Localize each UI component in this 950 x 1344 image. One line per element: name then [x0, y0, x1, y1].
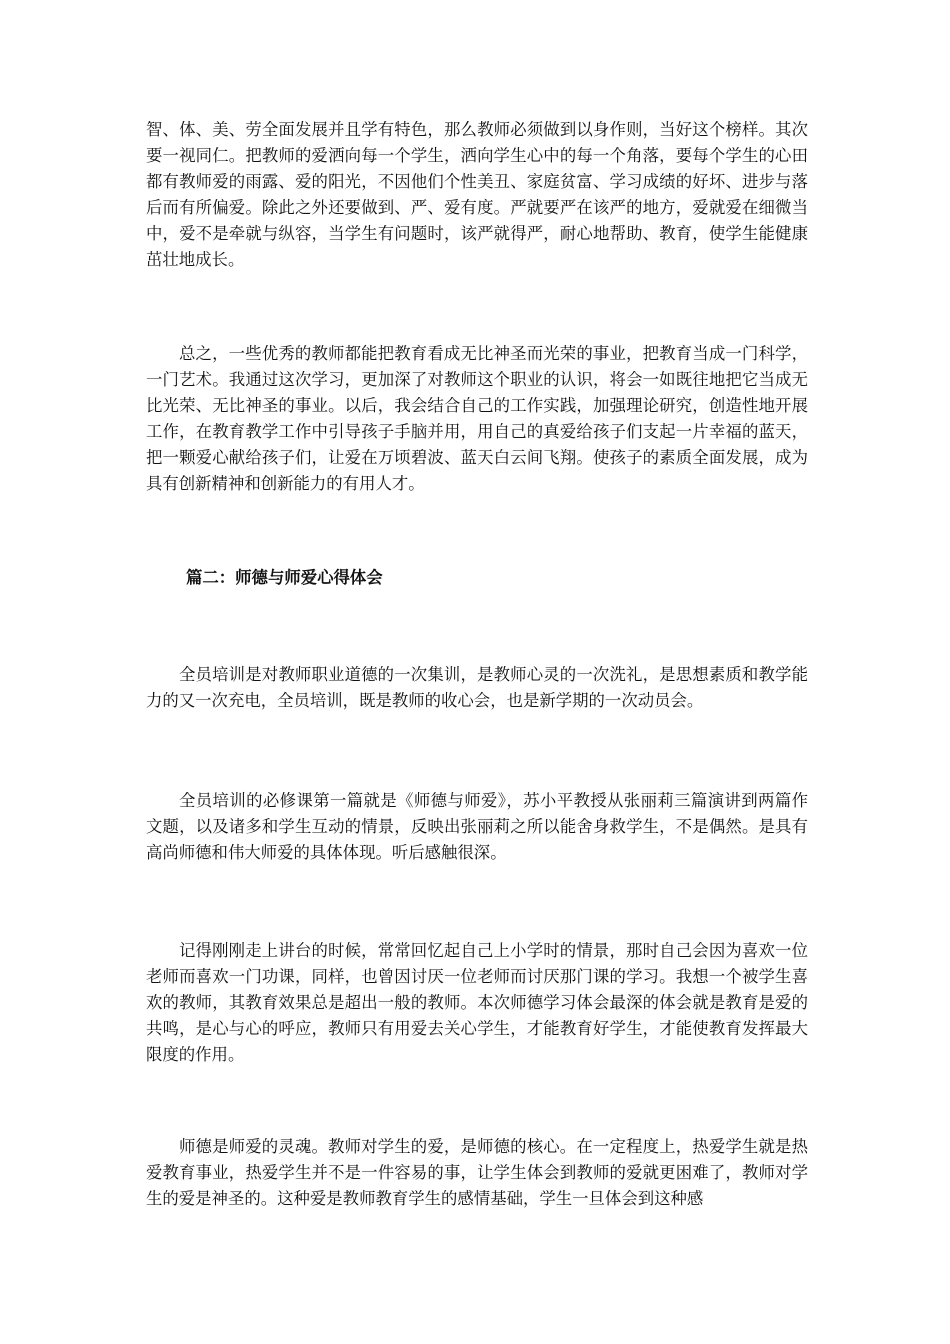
paragraph-training-intro: 全员培训是对教师职业道德的一次集训，是教师心灵的一次洗礼，是思想素质和教学能力的又一次充电，全员培训，既是教师的收心会，也是新学期的一次动员会。 — [146, 665, 808, 710]
paragraph-personal-reflection: 记得刚刚走上讲台的时候，常常回忆起自己上小学时的情景，那时自己会因为喜欢一位老师而喜欢一门功课，同样，也曾因讨厌一位老师而讨厌那门课的学习。我想一个被学生喜欢的教师，其教育效果总是超出一般的教师。本次师德学习体会最深的体会就是教育是爱的共鸣，是心与心的呼应，教师只有用爱去关心学生，才能教育好学生，才能使教育发挥最大限度的作用。 — [146, 941, 808, 1064]
paragraph-continuation: 智、体、美、劳全面发展并且学有特色，那么教师必须做到以身作则，当好这个榜样。其次要一视同仁。把教师的爱洒向每一个学生，洒向学生心中的每一个角落，要每个学生的心田都有教师爱的雨露、爱的阳光，不因他们个性美丑、家庭贫富、学习成绩的好坏、进步与落后而有所偏爱。除此之外还要做到、严、爱有度。严就要严在该严的地方，爱就爱在细微当中，爱不是牵就与纵容，当学生有问题时，该严就得严，耐心地帮助、教育，使学生能健康茁壮地成长。 — [146, 120, 808, 269]
paragraph-conclusion: 总之，一些优秀的教师都能把教育看成无比神圣而光荣的事业，把教育当成一门科学，一门艺术。我通过这次学习，更加深了对教师这个职业的认识，将会一如既往地把它当成无比光荣、无比神圣的事业。以后，我会结合自己的工作实践，加强理论研究，创造性地开展工作，在教育教学工作中引导孩子手脑并用，用自己的真爱给孩子们支起一片幸福的蓝天，把一颗爱心献给孩子们，让爱在万顷碧波、蓝天白云间飞翔。使孩子的素质全面发展，成为具有创新精神和创新能力的有用人才。 — [146, 344, 808, 493]
paragraph-ethics-core: 师德是师爱的灵魂。教师对学生的爱，是师德的核心。在一定程度上，热爱学生就是热爱教育事业，热爱学生并不是一件容易的事，让学生体会到教师的爱就更困难了，教师对学生的爱是神圣的。这种爱是教师教育学生的感情基础，学生一旦体会到这种感 — [146, 1137, 808, 1208]
section-heading: 篇二：师德与师爱心得体会 — [186, 568, 383, 587]
paragraph-course-summary: 全员培训的必修课第一篇就是《师德与师爱》，苏小平教授从张丽莉三篇演讲到两篇作文题，以及诸多和学生互动的情景，反映出张丽莉之所以能舍身救学生，不是偶然。是具有高尚师德和伟大师爱的具体体现。听后感触很深。 — [146, 791, 808, 862]
